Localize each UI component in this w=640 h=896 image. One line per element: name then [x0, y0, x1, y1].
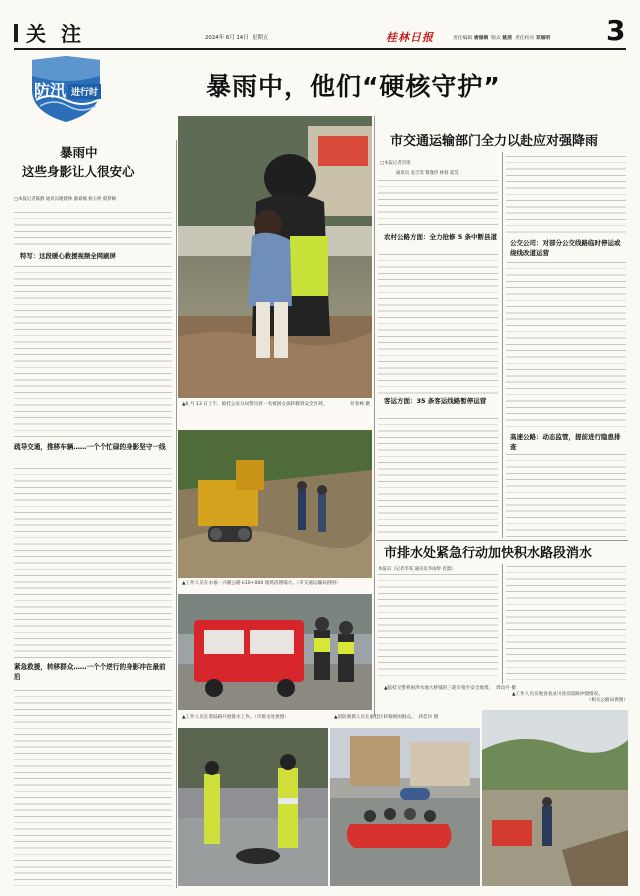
traffic-subhead-3: 公交公司：对部分公交线路临时停运或绕线改道运营	[510, 239, 621, 257]
road-damage-photo	[482, 710, 628, 886]
page-headline: 暴雨中，他们“硬核守护”	[206, 72, 501, 101]
body-text-block	[506, 156, 626, 236]
left-subhead-1: 特写：这段暖心救援视频全网刷屏	[20, 252, 116, 260]
fire-rescue-photo	[330, 728, 480, 886]
header-rule	[14, 48, 626, 50]
masthead-logo: 桂林日报	[386, 31, 434, 44]
bottom-left-caption: ▲工作人员在着陆路开展排水工作。（市排水处供图）	[182, 715, 289, 720]
weekday-text: 星期五	[252, 35, 269, 41]
header-accent-bar	[14, 24, 18, 42]
editor-credits: 责任编辑 唐丽娴 版式 姚茜 责任校对 邓丽明	[453, 36, 551, 41]
column-divider	[502, 564, 503, 684]
excavator-scene-illustration	[178, 430, 372, 578]
main-photo-caption: ▲6 月 13 日上午，临桂公安分局警员将一名被困女孩转移到安全区域。 符春林 摄	[182, 402, 370, 407]
left-article-byline: □本报记者陈静 通讯员谢建林 廖嘉楠 杨玉婷 蔡梦娴	[14, 197, 116, 202]
bottom-mid-caption: ▲消防救援人员在临桂区转移被困群众。 蒋佳玲 摄	[334, 715, 439, 720]
bottom-right-caption: ▲工作人员实地查看灵川县消道路冲毁情况。 （相关公路局供图）	[512, 692, 628, 703]
drainage-article-title: 市排水处紧急行动加快积水路段消水	[384, 546, 593, 561]
traffic-article-title: 市交通运输部门全力以赴应对强降雨	[390, 134, 599, 149]
body-text-block	[378, 574, 498, 680]
drainage-byline: 本报讯（记者李雯 通讯员李雨婷 肖潇）	[378, 567, 456, 572]
traffic-subhead-1: 农村公路方面：全力抢修 5 条中断县道	[384, 233, 498, 241]
body-text-block	[378, 254, 498, 394]
date-text: 2024年 6月 14日	[205, 35, 249, 41]
traffic-byline-2: 通讯员 袁吉雯 黎逢洪 林蓉 夏昊	[396, 171, 459, 176]
column-divider	[374, 116, 375, 716]
left-subhead-3: 紧急救援，转移群众……一个个逆行的身影冲在最前沿	[14, 663, 166, 681]
road-scene-illustration	[482, 710, 628, 886]
badge-sub-text: 进行时	[68, 84, 101, 99]
tricycle-scene-illustration	[178, 594, 372, 710]
drainage-work-photo	[178, 728, 328, 886]
left-article-title-2: 这些身影让人很安心	[22, 164, 135, 179]
rescue-photo	[178, 116, 372, 398]
body-text-block	[14, 468, 172, 658]
column-divider	[502, 152, 503, 538]
traffic-byline: □本报记者肖瑶	[380, 161, 411, 166]
body-text-block	[14, 266, 172, 438]
section-rule	[376, 540, 628, 541]
body-text-block	[378, 180, 498, 230]
drainage-scene-illustration	[178, 728, 328, 886]
traffic-subhead-4: 高速公路：动态监管，提前进行隐患排查	[510, 433, 621, 451]
tricycle-photo	[178, 594, 372, 710]
body-text-block	[14, 212, 172, 246]
column-divider	[176, 140, 177, 888]
header-bar	[0, 14, 640, 50]
body-text-block	[506, 566, 626, 680]
landslide-photo	[178, 430, 372, 578]
page-number: 3	[606, 14, 626, 47]
body-text-block	[506, 454, 626, 538]
left-article-title-1: 暴雨中	[60, 145, 98, 160]
body-text-block	[14, 690, 172, 886]
flood-badge	[26, 56, 136, 122]
drainage-photo-caption: ▲临桂交警将困涉水地大桥铺的三轮车推至安全地带。 周汝丹 摄	[384, 686, 516, 691]
body-text-block	[378, 418, 498, 536]
traffic-subhead-2: 客运方面：35 条客运线路暂停运营	[384, 397, 487, 405]
boat-rescue-illustration	[330, 728, 480, 886]
section-title: 关 注	[26, 22, 85, 46]
issue-date	[205, 33, 268, 41]
left-subhead-2: 疏导交通，推移车辆……一个个忙碌的身影坚守一线	[14, 443, 166, 451]
rescue-scene-illustration	[178, 116, 372, 398]
body-text-block	[506, 262, 626, 428]
badge-main-text: 防汛	[34, 81, 67, 100]
mid-photo-caption: ▲工作人员在永福一兴隆公路 k10+000 现场清理塌方。（市交通运输局供图）	[182, 581, 341, 586]
